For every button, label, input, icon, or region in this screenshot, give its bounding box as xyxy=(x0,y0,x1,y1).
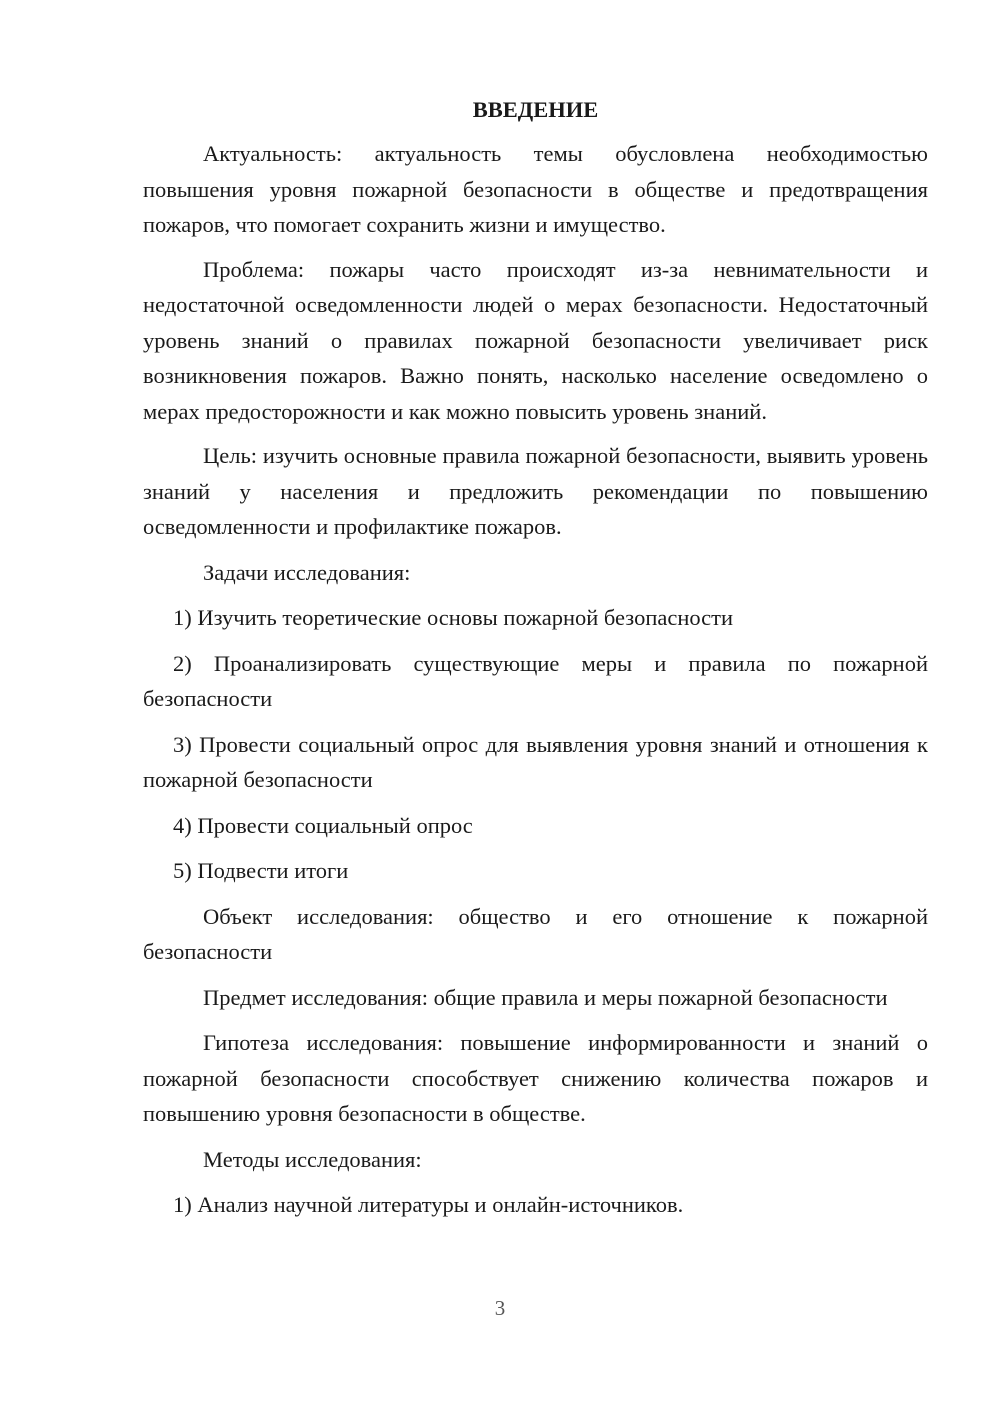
task-item: 1) Изучить теоретические основы пожарной безопасности xyxy=(173,605,734,630)
task-item: 3) Провести социальный опрос для выявления уровня знаний и отношения к пожарной безопасности xyxy=(143,731,928,792)
method-item: 1) Анализ научной литературы и онлайн-источников. xyxy=(173,1192,684,1217)
task-item: 2) Проанализировать существующие меры и правила по пожарной безопасности xyxy=(143,650,928,711)
tasks-heading: Задачи исследования: xyxy=(203,559,411,585)
subject-paragraph: Предмет исследования: общие правила и меры пожарной безопасности xyxy=(203,984,888,1010)
section-title: ВВЕДЕНИЕ xyxy=(472,97,599,122)
task-item: 4) Провести социальный опрос xyxy=(173,812,473,838)
document-page xyxy=(143,92,928,1232)
goal-paragraph: Цель: изучить основные правила пожарной безопасности, выявить уровень знаний у населения и предложить рекомендации по повышению осведомленности и профилактике пожаров. xyxy=(143,443,928,539)
task-item: 5) Подвести итоги xyxy=(173,858,349,883)
object-paragraph: Объект исследования: общество и его отношение к пожарной безопасности xyxy=(143,903,928,964)
page-number: 3 xyxy=(494,1296,506,1320)
problem-paragraph: Проблема: пожары часто происходят из-за невнимательности и недостаточной осведомленности людей о мерах безопасности. Недостаточный уровень знаний о правилах пожарной безопасности увеличивает риск возникновения пожаров. Важно понять, насколько население осведомлено о мерах предосторожности и как можно повысить уровень знаний. xyxy=(143,256,928,424)
methods-heading: Методы исследования: xyxy=(203,1146,422,1172)
relevance-paragraph: Актуальность: актуальность темы обусловлена необходимостью повышения уровня пожарной безопасности в обществе и предотвращения пожаров, что помогает сохранить жизни и имущество. xyxy=(143,141,928,237)
hypothesis-paragraph: Гипотеза исследования: повышение информированности и знаний о пожарной безопасности способствует снижению количества пожаров и повышению уровня безопасности в обществе. xyxy=(143,1030,928,1126)
